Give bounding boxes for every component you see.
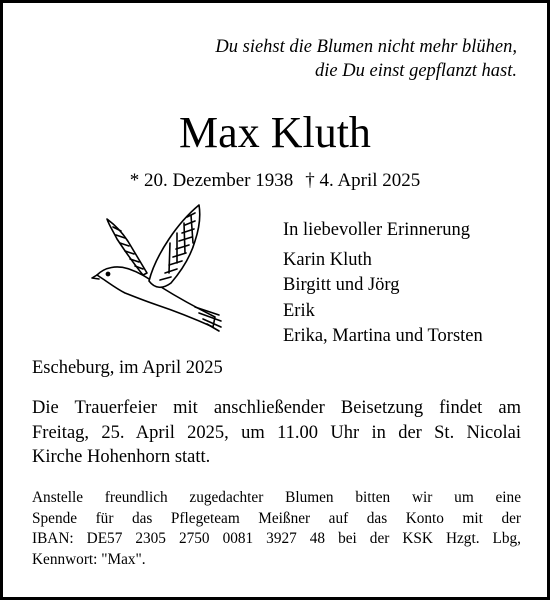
dove-icon [91,203,225,337]
ceremony-line: Die Trauerfeier mit anschließender Beisetzung findet am [32,398,521,418]
mourner-name: Birgitt und Jörg [283,275,400,295]
memorial-quote [215,35,517,83]
deceased-name: Max Kluth [179,108,371,157]
donation-request [32,488,521,570]
life-dates [3,169,547,193]
birth-date: * 20. Dezember 1938 [129,170,294,191]
mourner-name: Erika, Martina und Torsten [283,326,483,346]
ceremony-line: Kirche Hohenhorn statt. [32,447,211,467]
place-and-date: Escheburg, im April 2025 [32,358,223,378]
mourners-block [283,218,483,350]
quote-line-2: die Du einst gepflanzt hast. [315,61,517,81]
donation-line: Anstelle freundlich zugedachter Blumen bitten wir um eine [32,489,521,506]
donation-line: IBAN: DE57 2305 2750 0081 3927 48 bei der KSK Hzgt. Lbg, [32,530,521,547]
quote-line-1: Du siehst die Blumen nicht mehr blühen, [215,37,517,57]
donation-line: Spende für das Pflegeteam Meißner auf das Konto mit der [32,509,521,527]
donation-line: Kennwort: "Max". [32,550,146,568]
remembrance-intro: In liebevoller Erinnerung [283,220,470,240]
ceremony-line: Freitag, 25. April 2025, um 11.00 Uhr in der St. Nicolai [32,422,521,443]
ceremony-announcement [32,396,521,470]
mourner-name: Erik [283,300,315,321]
death-date: † 4. April 2025 [305,170,421,191]
mourner-name: Karin Kluth [283,249,372,270]
